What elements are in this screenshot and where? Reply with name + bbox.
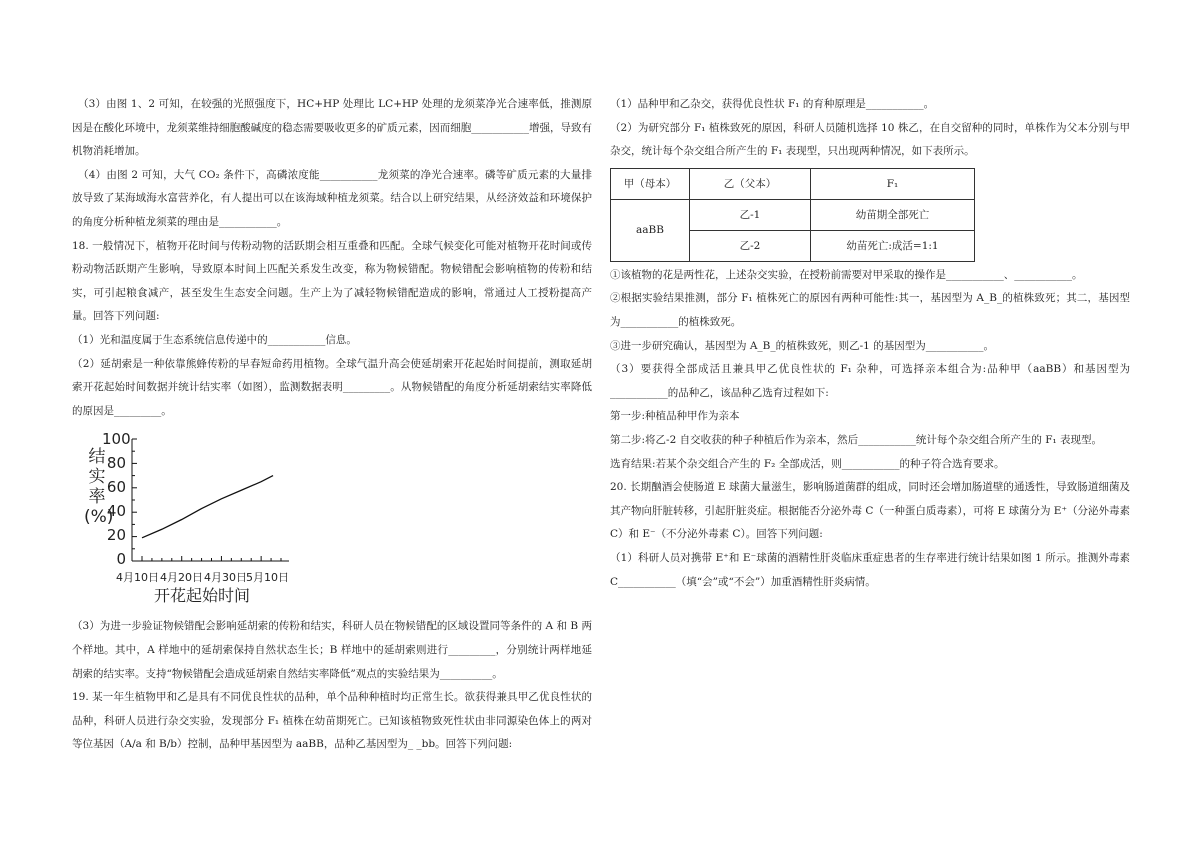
y-tick-label: 80 [106,454,126,473]
question-19: 19. 某一年生植物甲和乙是具有不同优良性状的品种，单个品种种植时均正常生长。欲获得兼具甲乙优良性状的品种，科研人员进行杂交实验，发现部分 F₁ 植株在幼苗期死亡。已知该植物致死性状由非同源染色体上的两对等位基因（A/a 和 B/b）控制，品种甲基因型为 aaBB，品种乙基因型为_ _bb。回答下列问题: [72,691,592,751]
x-tick-marks [142,556,281,561]
table-cell: 幼苗死亡:成活=1:1 [811,230,975,261]
y-tick-marks [132,439,137,561]
step-1: 第一步:种植品种甲作为亲本 [610,410,740,423]
question-18-3: （3）为进一步验证物候错配会影响延胡索的传粉和结实，科研人员在物候错配的区域设置同等条件的 A 和 B 两个样地。其中，A 样地中的延胡索保持自然状态生长；B 样地中的延胡索则进行_________，分别统计两样地延胡索的结实率。支持“物候错配会造成延胡索自然结实率降低”观点的实验结果为__________。 [72,620,592,680]
table-header-mother: 甲（母本） [611,168,690,199]
question-18: 18. 一般情况下，植物开花时间与传粉动物的活跃期会相互重叠和匹配。全球气候变化可能对植物开花时间或传粉动物活跃期产生影响，导致原本时间上匹配关系发生改变，称为物候错配。物候错配会影响植物的传粉和结实，可引起粮食减产，甚至发生生态安全问题。生产上为了减轻物候错配造成的影响，常通过人工授粉提高产量。回答下列问题: [72,239,592,323]
table-row [611,199,975,230]
y-tick-label: 40 [106,502,126,521]
x-axis-label: 开花起始时间 [154,586,251,606]
x-tick-label: 4月20日 [160,571,203,585]
y-tick-label: 0 [116,550,126,569]
table-header-father: 乙（父本） [690,168,811,199]
question-19-3: （3）要获得全部成活且兼具甲乙优良性状的 F₁ 杂种，可选择亲本组合为:品种甲（aaBB）和基因型为___________的品种乙，该品种乙选育过程如下: [610,363,1130,399]
step-2: 第二步:将乙-2 自交收获的种子种植后作为亲本，然后___________统计每个杂交组合所产生的 F₁ 表现型。 [610,433,1103,446]
table-cell-mother-genotype: aaBB [611,199,690,261]
paragraph-q17-4: （4）由图 2 可知，大气 CO₂ 条件下，高磷浓度能___________龙须菜的净光合速率。磷等矿质元素的大量排放导致了某海域海水富营养化，有人提出可以在该海域种植龙须菜。结合以上研究结果，从经济效益和环境保护的角度分析种植龙须菜的理由是___________。 [72,168,592,228]
selection-result: 选育结果:若某个杂交组合产生的 F₂ 全部成活，则___________的种子符合选育要求。 [610,457,1005,470]
paragraph-q17-3: （3）由图 1、2 可知，在较强的光照强度下，HC+HP 处理比 LC+HP 处理的龙须菜净光合速率低，推测原因是在酸化环境中，龙须菜维持细胞酸碱度的稳态需要吸收更多的矿质元素，因而细胞___________增强，导致有机物消耗增加。 [72,98,592,158]
question-19-2-c: ③进一步研究确认，基因型为 A_B_的植株致死，则乙-1 的基因型为___________。 [610,339,994,352]
question-19-2: （2）为研究部分 F₁ 植株致死的原因，科研人员随机选择 10 株乙，在自交留种的同时，单株作为父本分别与甲杂交，统计每个杂交组合所产生的 F₁ 表现型，只出现两种情况，如下表所示。 [610,121,1130,158]
x-tick-label: 5月10日 [246,571,289,585]
table-header-f1: F₁ [811,168,975,199]
x-tick-label: 4月30日 [204,571,247,585]
table-cell: 幼苗期全部死亡 [811,199,975,230]
table-cell: 乙-2 [690,230,811,261]
question-20-1: （1）科研人员对携带 E⁺和 E⁻球菌的酒精性肝炎临床重症患者的生存率进行统计结果如图 1 所示。推测外毒素 C___________（填“会”或“不会”）加重酒精性肝炎病情。 [610,551,1130,588]
table-cell: 乙-1 [690,199,811,230]
y-tick-label: 20 [106,526,126,545]
question-19-2-b: ②根据实验结果推测，部分 F₁ 植株死亡的原因有两种可能性:其一，基因型为 A_B_的植株致死；其二，基因型为___________的植株致死。 [610,292,1130,328]
question-18-2: （2）延胡索是一种依靠熊蜂传粉的早春短命药用植物。全球气温升高会使延胡索开花起始时间提前，测取延胡索开花起始时间数据并统计结实率（如图），监测数据表明_________。从物候错配的角度分析延胡索结实率降低的原因是_________。 [72,357,592,417]
series-line [142,476,273,538]
y-axis-label: 结实率(%) [84,447,114,528]
table-header-row [611,168,975,199]
left-column [72,93,592,757]
right-column [610,93,1130,594]
y-tick-label: 60 [106,478,126,497]
y-tick-label: 100 [102,430,131,449]
x-tick-label: 4月10日 [116,571,159,585]
question-19-2-a: ①该植物的花是两性花，上述杂交实验，在授粉前需要对甲采取的操作是___________、___________。 [610,268,1083,281]
question-18-1: （1）光和温度属于生态系统信息传递中的___________信息。 [72,333,357,346]
question-20: 20. 长期酗酒会使肠道 E 球菌大量滋生，影响肠道菌群的组成，同时还会增加肠道壁的通透性，导致肠道细菌及其产物向肝脏转移，引起肝脏炎症。根据能否分泌外毒 C（一种蛋白质毒素），可将 E 球菌分为 E⁺（分泌外毒素 C）和 E⁻（不分泌外毒素 C）。回答下列问题: [610,481,1131,541]
cross-results-table [610,168,975,262]
fruit-set-rate-chart [84,429,294,607]
question-19-1: （1）品种甲和乙杂交，获得优良性状 F₁ 的育种原理是___________。 [610,98,935,110]
